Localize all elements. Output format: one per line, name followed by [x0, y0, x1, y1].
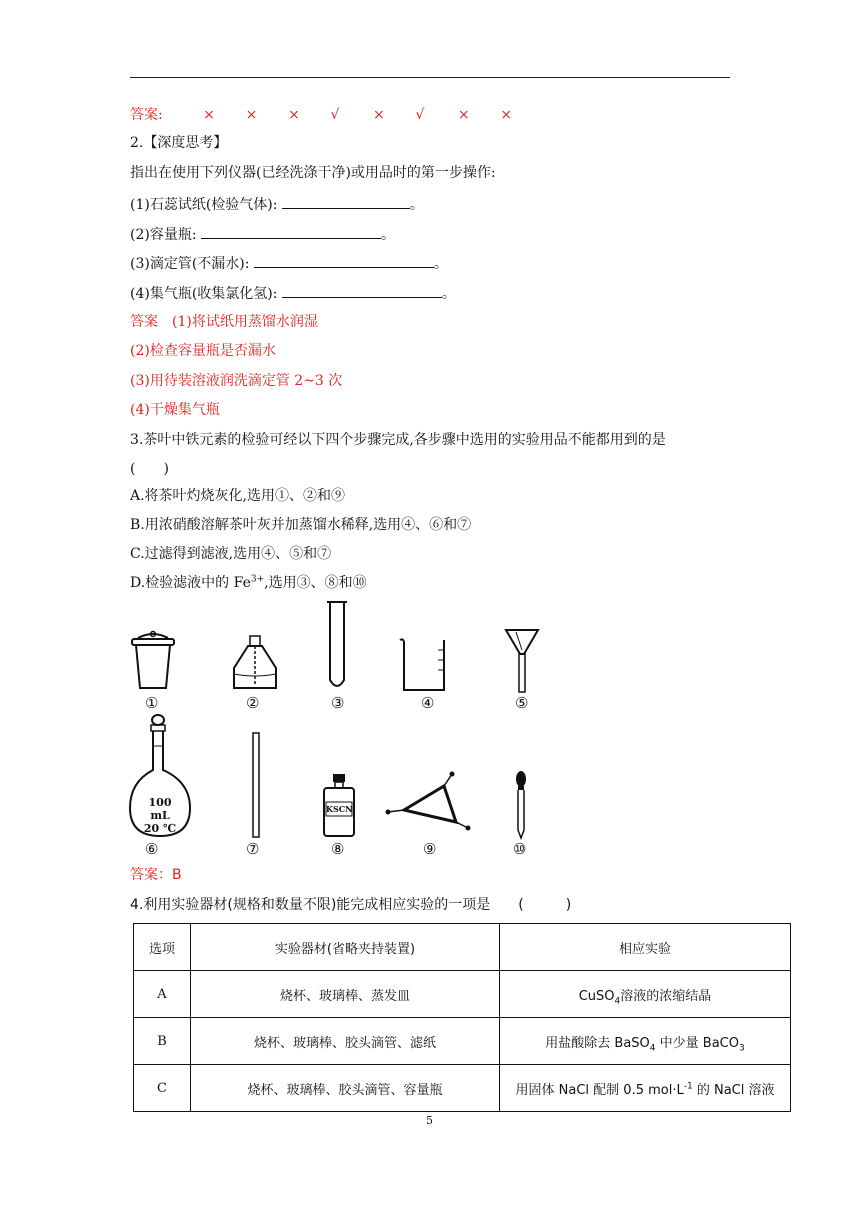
q4-stem: 4.利用实验器材(规格和数量不限)能完成相应实验的一项是 ( ) [130, 897, 572, 913]
equipment-cell: 烧杯、玻璃棒、胶头滴管、容量瓶 [191, 1065, 500, 1112]
q4-options-table [133, 923, 791, 1112]
equipment-cell: 烧杯、玻璃棒、胶头滴管、滤纸 [191, 1018, 500, 1065]
answer-mark: √ [330, 107, 340, 123]
figure-number: ⑦ [246, 840, 260, 858]
option-cell: B [134, 1018, 191, 1065]
page-number: 5 [426, 1114, 433, 1127]
experiment-cell: CuSO$_4$溶液的浓缩结晶 [500, 971, 791, 1018]
q2-item: (3)滴定管(不漏水): 。 [130, 253, 448, 273]
answer-mark: × [500, 107, 513, 123]
answer-mark: × [245, 107, 258, 123]
beaker-figure [398, 636, 448, 694]
figure-number: ⑧ [331, 840, 345, 858]
figure-number: ③ [331, 694, 345, 712]
header-rule [130, 77, 730, 78]
alcohol-lamp-figure [230, 632, 280, 692]
flask-volume-label: 100 mL [148, 796, 172, 822]
q3-option-c: C.过滤得到滤液,选用④、⑤和⑦ [130, 546, 332, 562]
q2-answer: (2)检查容量瓶是否漏水 [130, 343, 276, 359]
header-cell: 实验器材(省略夹持装置) [191, 924, 500, 971]
header-cell: 相应实验 [500, 924, 791, 971]
header-cell: 选项 [134, 924, 191, 971]
bottle-label: KSCN [326, 804, 353, 814]
q3-option-d: D.检验滤液中的 $Fe^{3+}$,选用③、⑧和⑩ [130, 574, 367, 591]
clay-triangle-figure [384, 770, 474, 832]
answer-marks-row [130, 106, 538, 124]
figure-number: ⑩ [513, 840, 527, 858]
q2-title: 2.【深度思考】 [130, 135, 228, 151]
q3-option-b: B.用浓硝酸溶解茶叶灰并加蒸馏水稀释,选用④、⑥和⑦ [130, 517, 472, 533]
q2-answer: 答案 (1)将试纸用蒸馏水润湿 [130, 314, 318, 330]
test-tube-figure [325, 600, 349, 694]
q2-answer: (4)干燥集气瓶 [130, 402, 220, 418]
volumetric-flask-figure [128, 712, 192, 840]
figure-number: ⑥ [145, 840, 159, 858]
table-row [134, 971, 791, 1018]
table-row [134, 1018, 791, 1065]
q3-stem: 3.茶叶中铁元素的检验可经以下四个步骤完成,各步骤中选用的实验用品不能都用到的是 [130, 432, 666, 448]
q3-answer: 答案：B [130, 867, 182, 883]
answer-blank[interactable] [201, 224, 381, 239]
answer-blank[interactable] [282, 194, 410, 209]
figure-number: ⑤ [515, 694, 529, 712]
experiment-cell: 用固体 NaCl 配制 0.5 $mol\cdot L^{-1}$ 的 NaCl 溶液 [500, 1065, 791, 1112]
answer-blank[interactable] [254, 253, 434, 268]
answer-blank[interactable] [282, 283, 442, 298]
funnel-figure [504, 628, 540, 694]
figure-number: ④ [421, 694, 435, 712]
flask-temp-label: 20 ℃ [143, 822, 177, 835]
reagent-bottle-figure [322, 772, 356, 838]
crucible-figure [128, 630, 178, 692]
answer-label: 答案: [130, 107, 163, 123]
q2-answer: (3)用待装溶液润洗滴定管 2~3 次 [130, 373, 343, 389]
option-cell: A [134, 971, 191, 1018]
q2-item: (2)容量瓶: 。 [130, 224, 395, 244]
answer-mark: × [457, 107, 470, 123]
glass-rod-figure [252, 732, 260, 838]
figure-number: ⑨ [423, 840, 437, 858]
option-cell: C [134, 1065, 191, 1112]
q2-intro: 指出在使用下列仪器(已经洗涤干净)或用品时的第一步操作: [130, 165, 496, 181]
table-row [134, 1065, 791, 1112]
answer-mark: × [203, 107, 215, 123]
answer-mark: × [288, 107, 300, 123]
answer-mark: × [372, 107, 385, 123]
equipment-cell: 烧杯、玻璃棒、蒸发皿 [191, 971, 500, 1018]
q2-item: (4)集气瓶(收集氯化氢): 。 [130, 283, 456, 303]
experiment-cell: 用盐酸除去 BaSO$_4$ 中少量 BaCO$_3$ [500, 1018, 791, 1065]
figure-number: ① [145, 694, 159, 712]
dropper-figure [514, 770, 528, 840]
table-header-row [134, 924, 791, 971]
answer-mark: √ [415, 107, 425, 123]
q3-paren: ( ) [130, 461, 169, 477]
q2-item: (1)石蕊试纸(检验气体): 。 [130, 194, 424, 214]
figure-number: ② [246, 694, 260, 712]
q3-option-a: A.将茶叶灼烧灰化,选用①、②和⑨ [130, 488, 346, 504]
